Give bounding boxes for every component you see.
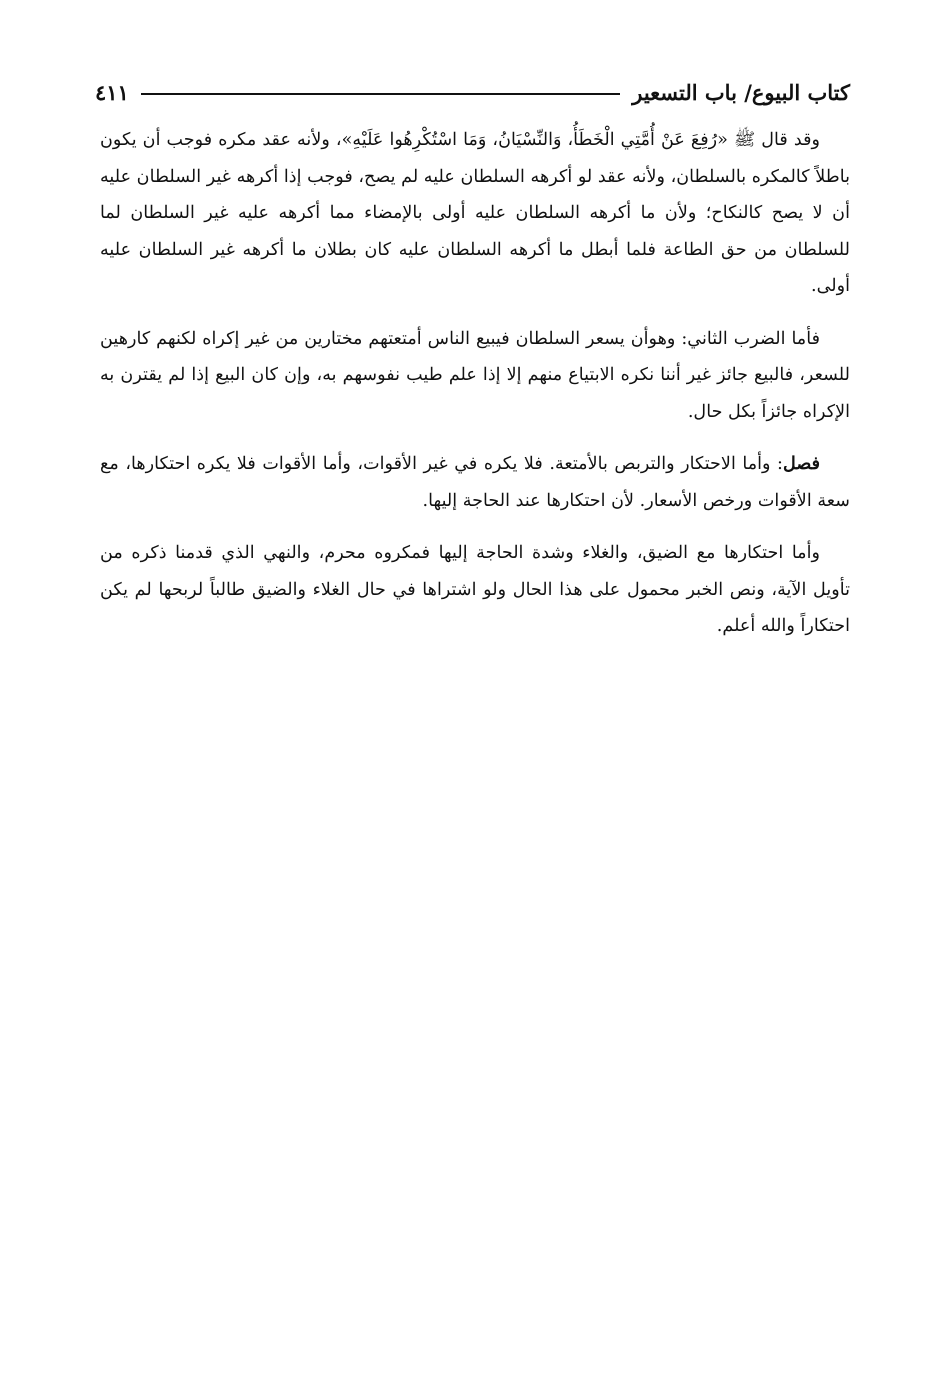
page-number: ٤١١ <box>95 79 129 105</box>
running-header <box>95 72 850 112</box>
body-text <box>100 122 850 661</box>
header-title: كتاب البيوع/ باب التسعير <box>632 79 850 105</box>
paragraph-2 <box>100 321 850 431</box>
paragraph-2-text: فأما الضرب الثاني: وهوأن يسعر السلطان فيبيع الناس أمتعتهم مختارين من غير إكراه لكنهم كارهين للسعر، فالبيع جائز غير أننا نكره الابتياع منهم إلا إذا علم طيب نفوسهم به، وإن كان البيع إذا لم يقترن به الإكراه جائزاً بكل حال. <box>100 328 850 422</box>
paragraph-1 <box>100 122 850 305</box>
paragraph-4 <box>100 535 850 645</box>
paragraph-3 <box>100 446 850 519</box>
header-rule <box>141 93 620 95</box>
paragraph-4-text: وأما احتكارها مع الضيق، والغلاء وشدة الحاجة إليها فمكروه محرم، والنهي الذي قدمنا ذكره من تأويل الآية، ونص الخبر محمول على هذا الحال ولو اشتراها في حال الغلاء والضيق طالباً لربحها لم يكن احتكاراً والله أعلم. <box>100 543 850 636</box>
section-term: فصل <box>783 453 820 474</box>
paragraph-3-text: : وأما الاحتكار والتربص بالأمتعة. فلا يكره في غير الأقوات، وأما الأقوات فلا يكره احتكارها، مع سعة الأقوات ورخص الأسعار. لأن احتكارها عند الحاجة إليها. <box>100 454 850 511</box>
paragraph-1-text: وقد قال ﷺ «رُفِعَ عَنْ أُمَّتِي الْخَطَأُ، وَالنِّسْيَانُ، وَمَا اسْتُكْرِهُوا عَلَيْهِ»، ولأنه عقد مكره فوجب أن يكون باطلاً كالمكره بالسلطان، ولأنه عقد لو أكرهه السلطان عليه لم يصح، فوجب إذا أكرهه غير السلطان عليه أن لا يصح كالنكاح؛ ولأن ما أكرهه السلطان عليه أولى بالإمضاء مما أكرهه عليه غير السلطان لما للسلطان من حق الطاعة فلما أبطل ما أكرهه السلطان عليه كان بطلان ما أكرهه غير السلطان عليه أولى. <box>100 130 850 296</box>
